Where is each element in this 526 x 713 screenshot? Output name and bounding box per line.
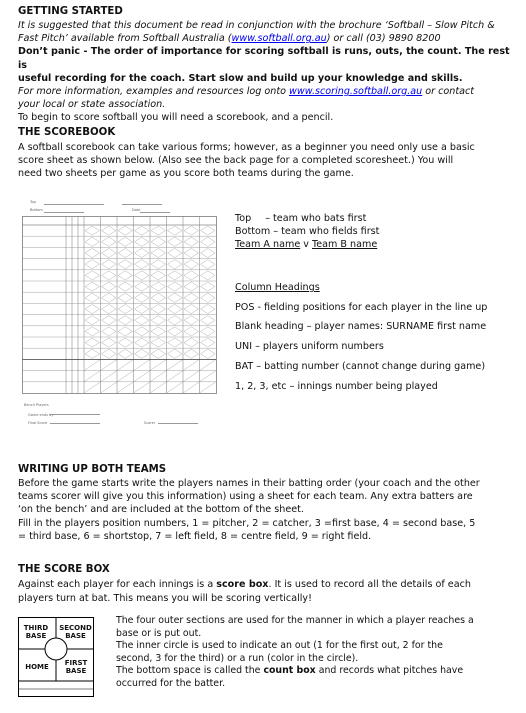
begin-line: To begin to score softball you will need a scorebook, and a pencil. bbox=[18, 112, 334, 124]
sheet-bottom-label: Bottom bbox=[30, 208, 43, 212]
text-span: and records what pitches have bbox=[315, 665, 464, 677]
more-info-line: your local or state association. bbox=[18, 99, 166, 111]
desc-line: The inner circle is used to indicate an out (1 for the first out, 2 for the bbox=[116, 640, 443, 652]
text-span: or contact bbox=[422, 86, 475, 98]
team-names bbox=[235, 238, 379, 251]
text-span: score box bbox=[216, 579, 269, 590]
text-span: v bbox=[300, 239, 313, 250]
first-base-label: FIRST BASE bbox=[64, 659, 88, 675]
bottom-legend bbox=[235, 225, 379, 238]
scoresheet-thumbnail bbox=[22, 196, 228, 434]
home-label: HOME bbox=[25, 663, 49, 671]
writing-body bbox=[18, 477, 510, 543]
text-span: count box bbox=[263, 665, 316, 677]
text-span: Bottom bbox=[235, 226, 271, 237]
text-span: Top bbox=[235, 213, 252, 224]
dont-panic-line: useful recording for the coach. Start slow and build up your knowledge and skills. bbox=[18, 72, 463, 84]
pos-desc: POS - fielding positions for each player in the line up bbox=[235, 301, 488, 313]
sheet-blank-line bbox=[50, 423, 100, 424]
scoring-link[interactable]: www.scoring.softball.org.au bbox=[289, 86, 423, 98]
scorebook-line: A softball scorebook can take various forms; however, as a beginner you need only use a basic bbox=[18, 142, 475, 153]
text-span: – team who bats first bbox=[265, 213, 367, 224]
desc-line bbox=[116, 665, 510, 678]
team-b-name: Team B name bbox=[312, 239, 378, 250]
uni-desc: UNI – players uniform numbers bbox=[235, 341, 384, 353]
sheet-date-label: Date bbox=[132, 208, 141, 212]
score-box-intro bbox=[18, 578, 510, 606]
text-span: For more information, examples and resources log onto bbox=[18, 86, 290, 98]
sheet-final-score-label: Final Score bbox=[28, 421, 47, 425]
desc-line: second, 3 for the third) or a run (color in the circle). bbox=[116, 652, 359, 664]
dont-panic-line: Don’t panic - The order of importance for scoring softball is runs, outs, the count. The rest is bbox=[18, 46, 510, 71]
second-base-label: SECOND BASE bbox=[59, 624, 92, 640]
writing-line: Fill in the players position numbers, 1 = pitcher, 2 = catcher, 3 =first base, 4 = second base, 5 bbox=[18, 517, 476, 529]
scorebook-heading: THE SCOREBOOK bbox=[18, 127, 116, 138]
sheet-top-label: Top bbox=[30, 200, 36, 204]
getting-started-body bbox=[18, 19, 510, 125]
writing-line: ‘on the bench’ and are included at the bottom of the sheet. bbox=[18, 504, 304, 516]
writing-line: Before the game starts write the players names in their batting order (your coach and the other bbox=[18, 478, 480, 489]
desc-line: base or is put out. bbox=[116, 627, 202, 639]
intro-line bbox=[18, 32, 510, 45]
inner-circle bbox=[45, 638, 67, 660]
score-box-line: players turn at bat. This means you will be scoring vertically! bbox=[18, 593, 312, 604]
blank-desc: Blank heading – player names: SURNAME first name bbox=[235, 321, 487, 333]
sheet-blank-line bbox=[158, 423, 198, 424]
third-base-label: THIRD BASE bbox=[23, 624, 49, 640]
column-headings-title: Column Headings bbox=[235, 282, 320, 293]
softball-link[interactable]: www.softball.org.au bbox=[231, 33, 327, 45]
sheet-game-ends-label: Game ends by bbox=[28, 413, 54, 417]
scorebook-body bbox=[18, 141, 510, 181]
innings-desc: 1, 2, 3, etc – innings number being played bbox=[235, 380, 438, 392]
sheet-bench-label: Bench Players bbox=[24, 403, 49, 407]
writing-line: = third base, 6 = shortstop, 7 = left field, 8 = centre field, 9 = right field. bbox=[18, 530, 372, 542]
sheet-scorer-label: Scorer bbox=[144, 421, 156, 425]
legend bbox=[235, 212, 379, 251]
text-span: The bottom space is called the bbox=[116, 665, 264, 677]
scorebook-line: need two sheets per game as you score both teams during the game. bbox=[18, 168, 354, 180]
text-span: . It is used to record all the details of each bbox=[268, 579, 471, 590]
scorebook-line: score sheet as shown below. (Also see the back page for a completed scoresheet.) You will bbox=[18, 155, 454, 167]
score-box-line bbox=[18, 578, 510, 592]
text-span: Fast Pitch’ available from Softball Australia ( bbox=[18, 33, 232, 45]
getting-started-heading: GETTING STARTED bbox=[18, 6, 123, 17]
team-a-name: Team A name bbox=[235, 239, 301, 250]
score-box-diagram bbox=[18, 617, 94, 697]
score-box-heading: THE SCORE BOX bbox=[18, 564, 110, 575]
bat-desc: BAT – batting number (cannot change during game) bbox=[235, 360, 486, 372]
sheet-blank-line bbox=[44, 212, 84, 213]
scoresheet-grid bbox=[22, 216, 228, 412]
writing-heading: WRITING UP BOTH TEAMS bbox=[18, 464, 167, 475]
column-headings bbox=[235, 278, 487, 396]
more-info-line bbox=[18, 85, 510, 98]
text-span: – team who fields first bbox=[273, 226, 380, 237]
sheet-blank-line bbox=[44, 204, 104, 205]
intro-line: It is suggested that this document be read in conjunction with the brochure ‘Softball – Slow Pitch & bbox=[18, 20, 495, 31]
sheet-blank-line bbox=[140, 212, 170, 213]
text-span: Against each player for each innings is a bbox=[18, 579, 217, 590]
text-span: ) or call (03) 9890 8200 bbox=[326, 33, 441, 45]
score-box-description bbox=[116, 615, 510, 691]
writing-line: teams scorer will give you this information) using a sheet for each team. Any extra batters are bbox=[18, 491, 473, 503]
desc-line: occurred for the batter. bbox=[116, 677, 226, 689]
sheet-blank-line bbox=[50, 414, 100, 415]
desc-line: The four outer sections are used for the manner in which a player reaches a bbox=[116, 615, 474, 626]
sheet-blank-line bbox=[122, 204, 162, 205]
top-legend bbox=[235, 212, 379, 225]
